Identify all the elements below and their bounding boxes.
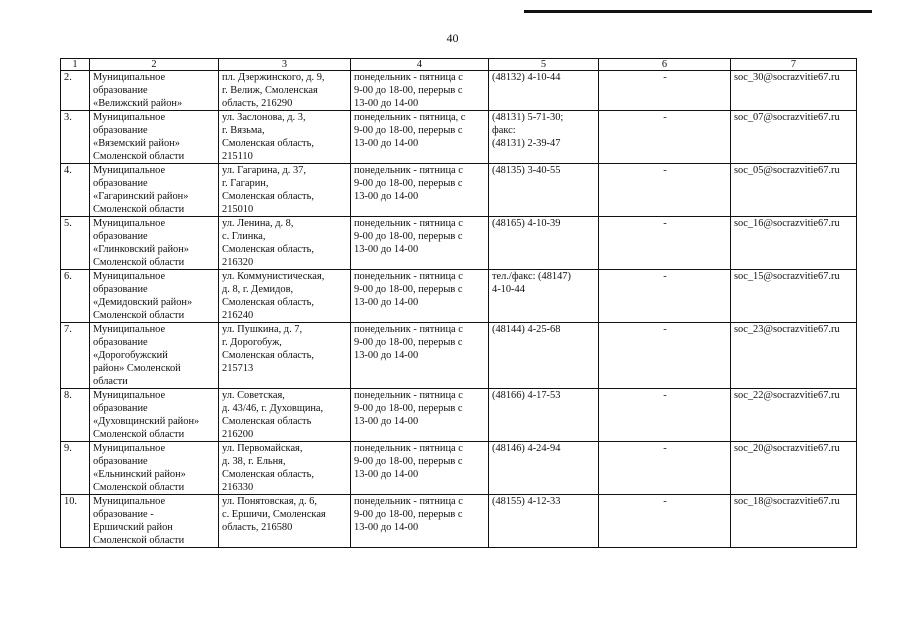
address (219, 442, 351, 495)
table-row (61, 270, 857, 323)
municipality-name-line: образование (93, 125, 148, 136)
municipality-name-line: Смоленской области (93, 482, 185, 493)
municipality-name-line: образование (93, 284, 148, 295)
municipality-name-line: образование (93, 337, 148, 348)
working-hours-line: 13-00 до 14-00 (354, 244, 419, 255)
municipality-name (90, 495, 219, 548)
table-row (61, 442, 857, 495)
address-line: ул. Первомайская, (222, 443, 303, 454)
address (219, 495, 351, 548)
working-hours (351, 164, 489, 217)
working-hours-line: 9-00 до 18-00, перерыв с (354, 456, 463, 467)
working-hours-line: 9-00 до 18-00, перерыв с (354, 403, 463, 414)
table-body (61, 59, 857, 548)
header-rule (524, 10, 872, 13)
phone (489, 495, 599, 548)
working-hours-line: 9-00 до 18-00, перерыв с (354, 509, 463, 520)
address-line: ул. Заслонова, д. 3, (222, 112, 306, 123)
municipality-name-line: «Глинковский район» (93, 244, 189, 255)
working-hours-line: 13-00 до 14-00 (354, 416, 419, 427)
working-hours (351, 389, 489, 442)
municipality-name-line: образование (93, 456, 148, 467)
email-address: soc_23@socrazvitie67.ru (731, 323, 857, 389)
municipality-name (90, 442, 219, 495)
municipality-name-line: Муниципальное (93, 165, 166, 176)
address-line: 216330 (222, 482, 254, 493)
working-hours-line: 9-00 до 18-00, перерыв с (354, 231, 463, 242)
table-row (61, 217, 857, 270)
address-line: д. 8, г. Демидов, (222, 284, 294, 295)
municipality-name-line: район» Смоленской (93, 363, 181, 374)
municipality-name-line: «Духовщинский район» (93, 416, 200, 427)
municipality-name-line: Смоленской области (93, 535, 185, 546)
municipality-name (90, 164, 219, 217)
address (219, 111, 351, 164)
working-hours-line: 13-00 до 14-00 (354, 98, 419, 109)
phone (489, 323, 599, 389)
table-row (61, 495, 857, 548)
column-6-value: - (599, 217, 731, 270)
row-number: 7. (61, 323, 90, 389)
phone-line: (48144) 4-25-68 (492, 324, 561, 335)
column-6-value: - (599, 442, 731, 495)
working-hours (351, 217, 489, 270)
municipality-name-line: «Гагаринский район» (93, 191, 189, 202)
working-hours (351, 111, 489, 164)
municipality-name-line: Смоленской области (93, 257, 185, 268)
address-line: г. Дорогобуж, (222, 337, 282, 348)
address-line: пл. Дзержинского, д. 9, (222, 72, 325, 83)
phone-line: (48146) 4-24-94 (492, 443, 561, 454)
working-hours-line: понедельник - пятница с (354, 271, 463, 282)
phone-line: (48135) 3-40-55 (492, 165, 561, 176)
email-address: soc_22@socrazvitie67.ru (731, 389, 857, 442)
column-6-value: - (599, 389, 731, 442)
working-hours-line: понедельник - пятница с (354, 443, 463, 454)
email-address: soc_15@socrazvitie67.ru (731, 270, 857, 323)
municipality-name-line: Муниципальное (93, 218, 166, 229)
email-address: soc_30@sоcrazvitie67.ru (731, 71, 857, 111)
working-hours-line: 9-00 до 18-00, перерыв с (354, 337, 463, 348)
column-6-value: - (599, 111, 731, 164)
address-line: 216200 (222, 429, 254, 440)
phone (489, 270, 599, 323)
row-number: 10. (61, 495, 90, 548)
address-line: область, 216580 (222, 522, 293, 533)
working-hours-line: понедельник - пятница с (354, 72, 463, 83)
column-header: 5 (489, 59, 599, 71)
address-line: Смоленская область, (222, 297, 314, 308)
municipality-name-line: Муниципальное (93, 443, 166, 454)
column-header: 7 (731, 59, 857, 71)
phone (489, 217, 599, 270)
address-line: Смоленская область (222, 416, 312, 427)
phone (489, 71, 599, 111)
phone (489, 164, 599, 217)
municipality-name-line: Муниципальное (93, 112, 166, 123)
municipality-name-line: Смоленской области (93, 429, 185, 440)
working-hours-line: понедельник - пятница, с (354, 112, 466, 123)
email-address: soc_05@socrazvitie67.ru (731, 164, 857, 217)
phone (489, 389, 599, 442)
municipality-name-line: «Велижский район» (93, 98, 183, 109)
column-header: 3 (219, 59, 351, 71)
address (219, 389, 351, 442)
address (219, 71, 351, 111)
address-line: Смоленская область, (222, 191, 314, 202)
municipality-name (90, 389, 219, 442)
address-line: г. Велиж, Смоленская (222, 85, 318, 96)
email-address: soc_20@socrazvitie67.ru (731, 442, 857, 495)
email-address: soc_18@socrazvitie67.ru (731, 495, 857, 548)
column-header: 4 (351, 59, 489, 71)
municipality-name (90, 111, 219, 164)
phone-line: факс: (492, 125, 516, 136)
municipality-name-line: образование - (93, 509, 154, 520)
municipality-name (90, 217, 219, 270)
working-hours-line: понедельник - пятница с (354, 496, 463, 507)
column-6-value: - (599, 270, 731, 323)
address-line: ул. Советская, (222, 390, 285, 401)
municipality-name-line: Муниципальное (93, 324, 166, 335)
address-line: ул. Пушкина, д. 7, (222, 324, 303, 335)
municipality-name-line: области (93, 376, 128, 387)
address-line: область, 216290 (222, 98, 293, 109)
municipality-name (90, 71, 219, 111)
municipality-name-line: Смоленской области (93, 204, 185, 215)
address-line: ул. Коммунистическая, (222, 271, 325, 282)
address (219, 270, 351, 323)
table-row (61, 71, 857, 111)
municipality-name-line: Смоленской области (93, 151, 185, 162)
municipality-name (90, 323, 219, 389)
row-number: 3. (61, 111, 90, 164)
table-row (61, 389, 857, 442)
working-hours-line: 13-00 до 14-00 (354, 469, 419, 480)
working-hours-line: 9-00 до 18-00, перерыв с (354, 125, 463, 136)
address-line: Смоленская область, (222, 469, 314, 480)
address-line: Смоленская область, (222, 138, 314, 149)
address-line: 215713 (222, 363, 254, 374)
address-line: 216240 (222, 310, 254, 321)
email-address: soc_16@socrazvitie67.ru (731, 217, 857, 270)
table-row (61, 323, 857, 389)
working-hours-line: понедельник - пятница с (354, 218, 463, 229)
municipality-name-line: образование (93, 231, 148, 242)
contacts-table (60, 58, 857, 548)
column-6-value: - (599, 323, 731, 389)
working-hours-line: 13-00 до 14-00 (354, 522, 419, 533)
working-hours-line: 13-00 до 14-00 (354, 191, 419, 202)
row-number: 2. (61, 71, 90, 111)
working-hours-line: понедельник - пятница с (354, 165, 463, 176)
municipality-name-line: «Демидовский район» (93, 297, 193, 308)
address (219, 164, 351, 217)
municipality-name-line: образование (93, 85, 148, 96)
address (219, 323, 351, 389)
address-line: с. Глинка, (222, 231, 266, 242)
municipality-name-line: образование (93, 178, 148, 189)
municipality-name-line: Муниципальное (93, 271, 166, 282)
municipality-name-line: «Вяземский район» (93, 138, 180, 149)
working-hours (351, 71, 489, 111)
row-number: 6. (61, 270, 90, 323)
phone-line: (48165) 4-10-39 (492, 218, 561, 229)
column-6-value: - (599, 164, 731, 217)
address-line: 215110 (222, 151, 253, 162)
phone-line: 4-10-44 (492, 284, 525, 295)
address-line: г. Гагарин, (222, 178, 269, 189)
header-row (61, 59, 857, 71)
municipality-name-line: Ершичский район (93, 522, 173, 533)
table-row (61, 111, 857, 164)
column-header: 2 (90, 59, 219, 71)
address-line: 216320 (222, 257, 254, 268)
address-line: д. 43/46, г. Духовщина, (222, 403, 324, 414)
working-hours-line: 9-00 до 18-00, перерыв с (354, 178, 463, 189)
municipality-name-line: «Дорогобужский (93, 350, 168, 361)
address-line: 215010 (222, 204, 254, 215)
working-hours (351, 323, 489, 389)
working-hours-line: 9-00 до 18-00, перерыв с (354, 85, 463, 96)
address-line: Смоленская область, (222, 350, 314, 361)
address-line: с. Ершичи, Смоленская (222, 509, 326, 520)
working-hours-line: 13-00 до 14-00 (354, 350, 419, 361)
municipality-name-line: «Ельнинский район» (93, 469, 186, 480)
working-hours-line: 13-00 до 14-00 (354, 138, 419, 149)
municipality-name-line: образование (93, 403, 148, 414)
email-address: soc_07@socrazvitie67.ru (731, 111, 857, 164)
working-hours (351, 270, 489, 323)
working-hours-line: понедельник - пятница с (354, 324, 463, 335)
address-line: д. 38, г. Ельня, (222, 456, 286, 467)
working-hours (351, 495, 489, 548)
municipality-name-line: Муниципальное (93, 72, 166, 83)
row-number: 8. (61, 389, 90, 442)
column-6-value: - (599, 495, 731, 548)
phone-line: тел./факс: (48147) (492, 271, 571, 282)
row-number: 9. (61, 442, 90, 495)
table-row (61, 164, 857, 217)
municipality-name-line: Муниципальное (93, 390, 166, 401)
phone-line: (48166) 4-17-53 (492, 390, 561, 401)
municipality-name-line: Смоленской области (93, 310, 185, 321)
address-line: г. Вязьма, (222, 125, 265, 136)
column-header: 1 (61, 59, 90, 71)
page-number: 40 (446, 31, 459, 45)
row-number: 4. (61, 164, 90, 217)
phone-line: (48132) 4-10-44 (492, 72, 561, 83)
municipality-name-line: Муниципальное (93, 496, 166, 507)
column-6-value: - (599, 71, 731, 111)
phone-line: (48131) 5-71-30; (492, 112, 564, 123)
phone-line: (48131) 2-39-47 (492, 138, 561, 149)
address-line: ул. Ленина, д. 8, (222, 218, 294, 229)
working-hours (351, 442, 489, 495)
phone-line: (48155) 4-12-33 (492, 496, 561, 507)
address-line: Смоленская область, (222, 244, 314, 255)
address (219, 217, 351, 270)
working-hours-line: 13-00 до 14-00 (354, 297, 419, 308)
row-number: 5. (61, 217, 90, 270)
working-hours-line: 9-00 до 18-00, перерыв с (354, 284, 463, 295)
working-hours-line: понедельник - пятница с (354, 390, 463, 401)
phone (489, 111, 599, 164)
column-header: 6 (599, 59, 731, 71)
address-line: ул. Гагарина, д. 37, (222, 165, 306, 176)
phone (489, 442, 599, 495)
address-line: ул. Понятовская, д. 6, (222, 496, 317, 507)
municipality-name (90, 270, 219, 323)
